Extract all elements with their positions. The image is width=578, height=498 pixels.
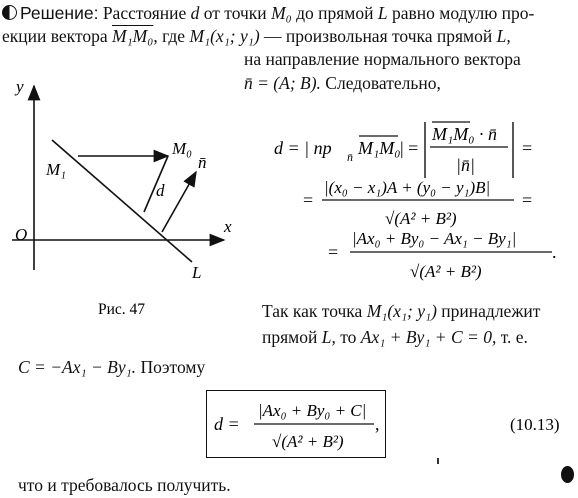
label-m1: M₁	[46, 160, 67, 179]
formula1-tail: =	[522, 138, 533, 158]
formula1-vec: M₁M₀	[358, 138, 401, 158]
solution-line-3: на направление нормального вектора	[244, 49, 521, 69]
boxed-den: √(A² + B²)	[272, 432, 344, 451]
formula2-eq: =	[303, 190, 314, 210]
label-d: d	[156, 181, 165, 200]
formula3-eq: =	[328, 242, 339, 262]
solution-line-4: n̄ = (A; B). Следовательно,	[244, 73, 441, 93]
solution-line-1: Решение: Расстояние d от точки M₀ до прямой L равно модулю про-	[2, 2, 534, 24]
after-line-2: прямой L, то Ax₁ + By₁ + C = 0, т. е.	[262, 327, 528, 347]
label-y: y	[16, 77, 24, 96]
boxed-lhs: d =	[214, 414, 240, 434]
formula2-num: |(x₀ − x₁)A + (y₀ − y₁)B|	[324, 178, 491, 197]
boxed-tail: ,	[375, 414, 380, 434]
label-o: O	[15, 225, 28, 244]
solution-label: Решение:	[20, 3, 99, 23]
line-c: C = −Ax₁ − By₁. Поэтому	[18, 357, 206, 377]
formula3-num: |Ax₀ + By₀ − Ax₁ − By₁|	[352, 229, 517, 248]
formula3-tail: .	[552, 242, 557, 262]
label-l: L	[192, 263, 202, 282]
after-line-1: Так как точка M₁(x₁; y₁) принадлежит	[262, 301, 541, 321]
formula2-den: √(A² + B²)	[385, 209, 457, 228]
formula1-sub: n̄	[347, 150, 353, 164]
label-n: n̄	[198, 153, 207, 172]
formula3-den: √(A² + B²)	[410, 262, 482, 281]
speck-mark	[437, 458, 439, 464]
formula2-tail: =	[522, 190, 533, 210]
equation-number: (10.13)	[510, 415, 560, 434]
solution-line-2: екции вектора M₁M₀, где M₁(x₁; y₁) — произвольная точка прямой L,	[2, 26, 511, 46]
boxed-num: |Ax₀ + By₀ + C|	[258, 401, 367, 420]
formula1-den: |n̄|	[456, 155, 475, 175]
figure-caption: Рис. 47	[98, 301, 146, 318]
formula1-num: M₁M₀ · n̄	[432, 124, 498, 144]
formula1-eq: | =	[400, 138, 419, 158]
closing-line: что и требовалось получить.	[18, 475, 231, 495]
formula1-lhs: d = | пр	[274, 138, 332, 158]
label-x: x	[224, 217, 232, 236]
end-of-proof-icon	[561, 466, 574, 483]
label-m0: M₀	[172, 139, 193, 158]
vector-m1m0: M₁M₀	[112, 26, 154, 46]
